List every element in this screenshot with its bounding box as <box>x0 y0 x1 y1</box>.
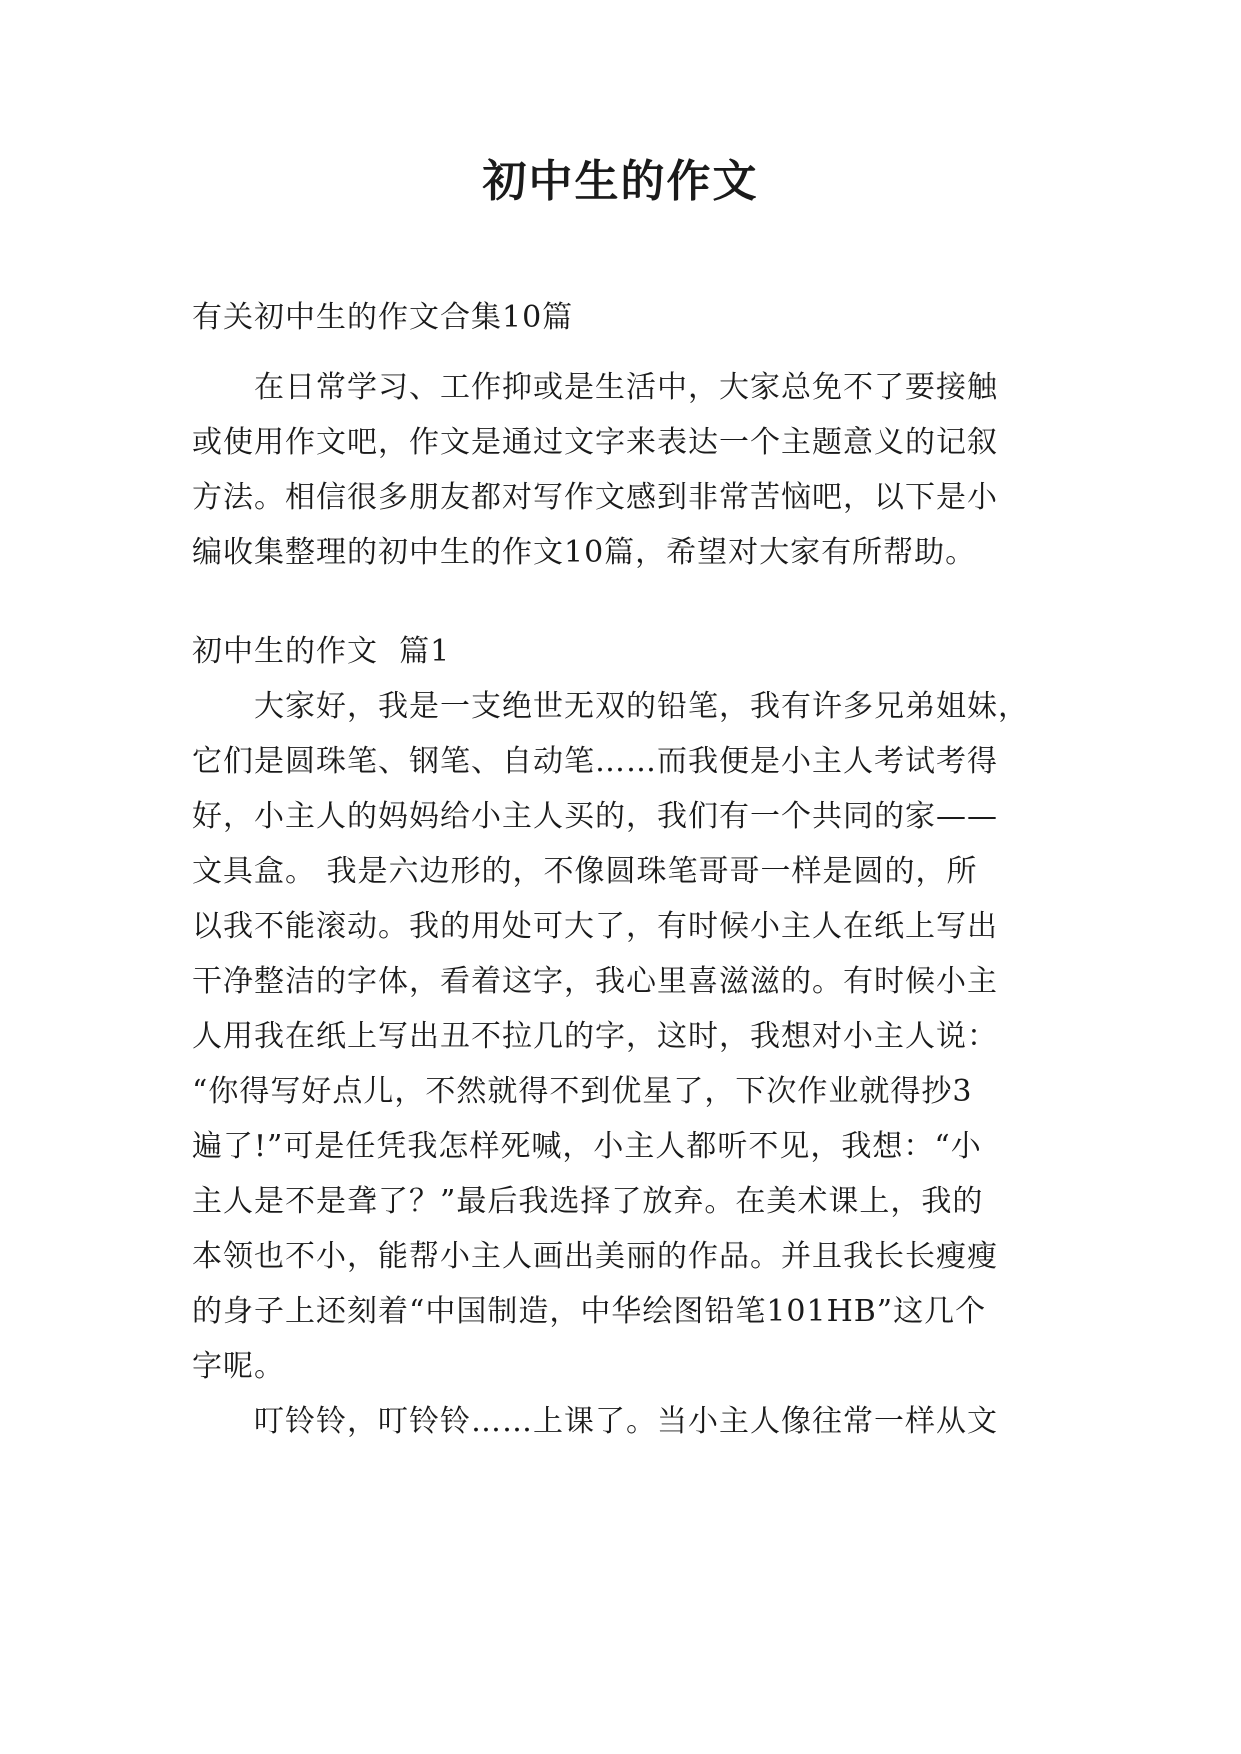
para1-line-1: 大家好，我是一支绝世无双的铅笔，我有许多兄弟姐妹， <box>254 689 1029 724</box>
intro-line-1: 在日常学习、工作抑或是生活中，大家总免不了要接触 <box>254 370 998 405</box>
section-heading: 初中生的作文 篇1 <box>192 634 451 669</box>
para1-line-6: 干净整洁的字体，看着这字，我心里喜滋滋的。有时候小主 <box>192 964 998 999</box>
para1-line-3: 好，小主人的妈妈给小主人买的，我们有一个共同的家—— <box>192 799 998 834</box>
intro-line-2: 或使用作文吧，作文是通过文字来表达一个主题意义的记叙 <box>192 425 998 460</box>
para1-line-9: 遍了!”可是任凭我怎样死喊，小主人都听不见，我想：“小 <box>192 1129 982 1164</box>
para1-line-4: 文具盒。 我是六边形的，不像圆珠笔哥哥一样是圆的，所 <box>192 854 978 889</box>
intro-line-4: 编收集整理的初中生的作文10篇，希望对大家有所帮助。 <box>192 535 977 570</box>
para1-line-5: 以我不能滚动。我的用处可大了，有时候小主人在纸上写出 <box>192 909 998 944</box>
para1-line-12: 的身子上还刻着“中国制造，中华绘图铅笔101HB”这几个 <box>192 1294 987 1329</box>
collection-subtitle: 有关初中生的作文合集10篇 <box>192 300 574 335</box>
para1-line-11: 本领也不小，能帮小主人画出美丽的作品。并且我长长瘦瘦 <box>192 1239 998 1274</box>
para1-line-7: 人用我在纸上写出丑不拉几的字，这时，我想对小主人说： <box>192 1019 998 1054</box>
para1-line-13: 字呢。 <box>192 1349 285 1384</box>
para1-line-10: 主人是不是聋了？”最后我选择了放弃。在美术课上，我的 <box>192 1184 984 1219</box>
document-title: 初中生的作文 <box>482 156 759 207</box>
para2-line-1: 叮铃铃，叮铃铃……上课了。当小主人像往常一样从文 <box>254 1404 998 1439</box>
intro-line-3: 方法。相信很多朋友都对写作文感到非常苦恼吧，以下是小 <box>192 480 998 515</box>
para1-line-8: “你得写好点儿，不然就得不到优星了，下次作业就得抄3 <box>192 1074 973 1109</box>
para1-line-2: 它们是圆珠笔、钢笔、自动笔……而我便是小主人考试考得 <box>192 744 998 779</box>
